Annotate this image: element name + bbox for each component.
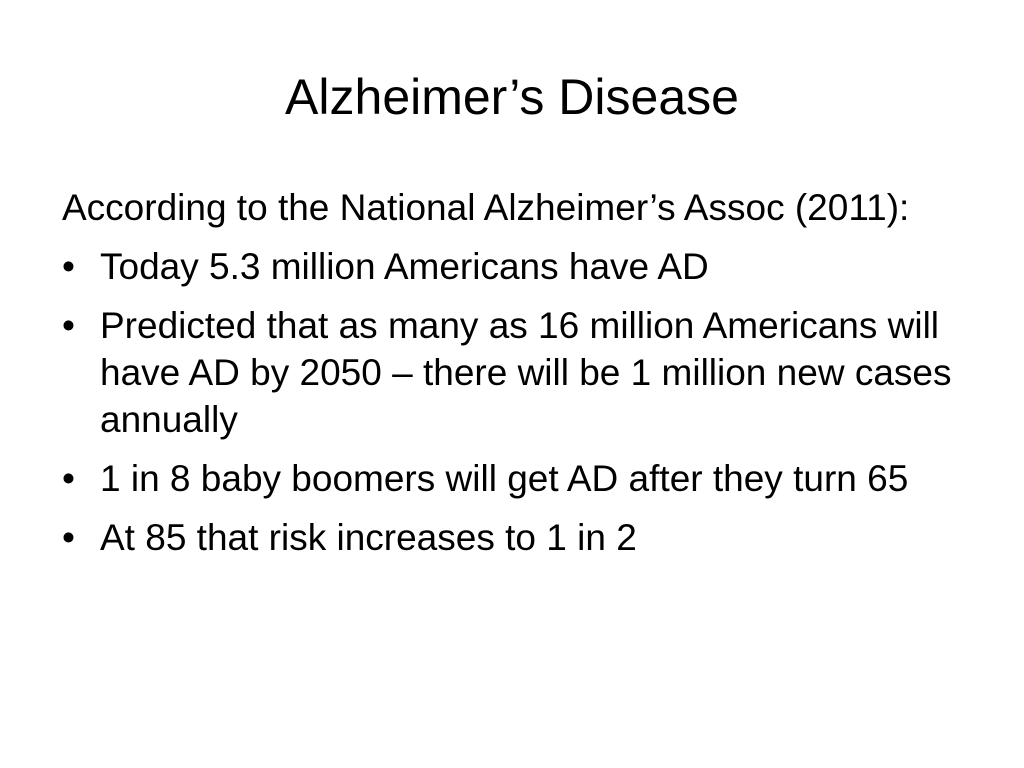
bullet-point-icon: • [62,246,75,287]
bullet-point-icon: • [62,517,75,558]
bullet-item [62,302,962,443]
bullet-list [62,243,962,561]
bullet-item [62,455,962,502]
slide-body [62,184,962,573]
bullet-text: Today 5.3 million Americans have AD [100,246,709,287]
bullet-text: At 85 that risk increases to 1 in 2 [100,517,637,558]
bullet-text: Predicted that as many as 16 million Americans will have AD by 2050 – there will be 1 million new cases annually [100,305,952,440]
bullet-point-icon: • [62,458,75,499]
bullet-item [62,514,962,561]
bullet-text: 1 in 8 baby boomers will get AD after they turn 65 [100,458,909,499]
slide-title: Alzheimer’s Disease [285,69,739,125]
bullet-item [62,243,962,290]
intro-text: According to the National Alzheimer’s Assoc (2011): [62,187,910,228]
bullet-point-icon: • [62,305,75,346]
